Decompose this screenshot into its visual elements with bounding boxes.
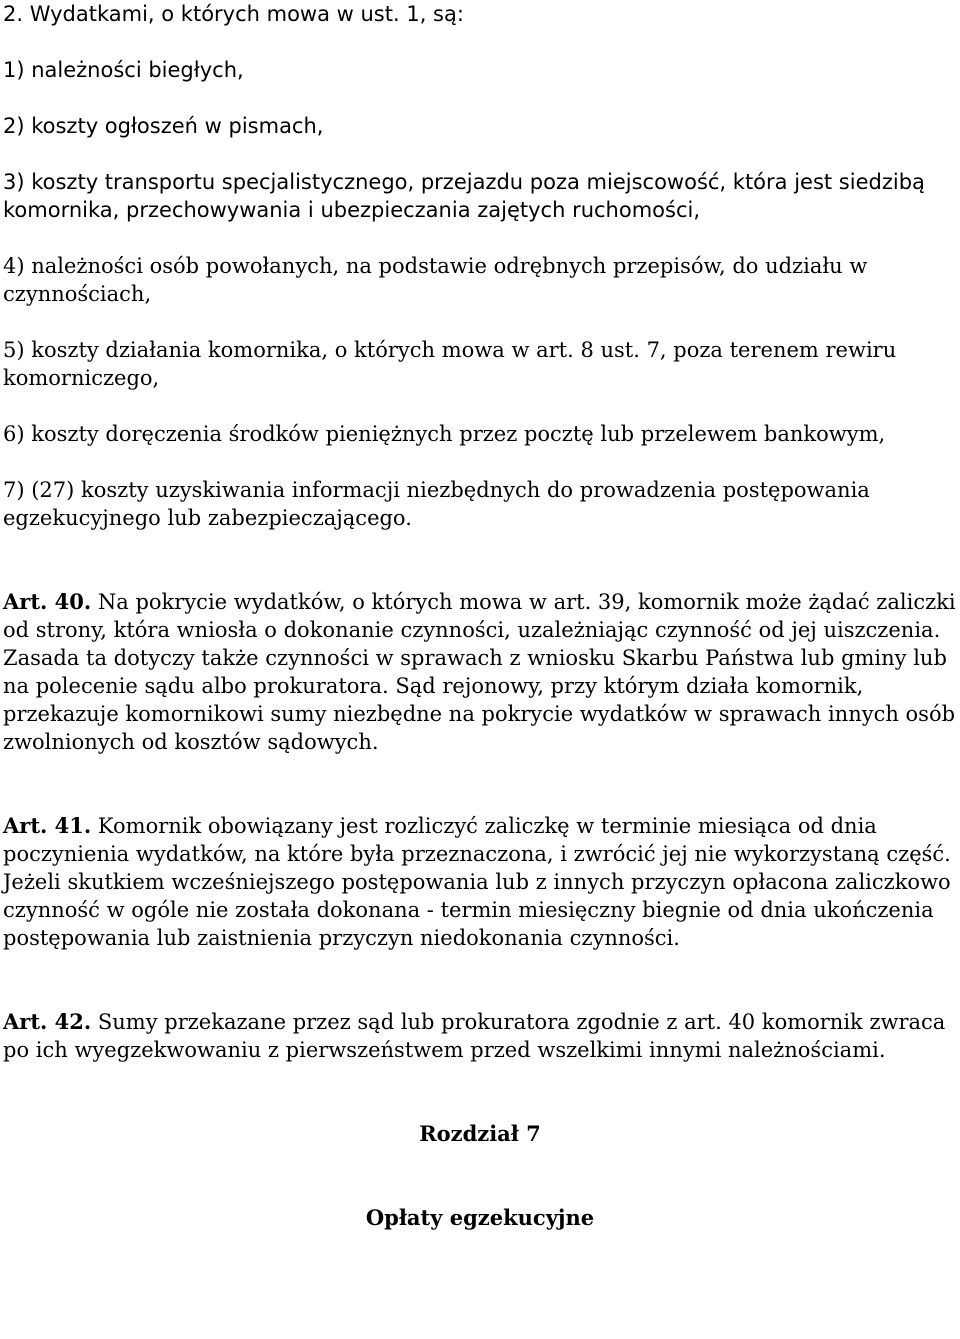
article-number: Art. 41.	[3, 813, 92, 838]
list-item-5: 5) koszty działania komornika, o których mowa w art. 8 ust. 7, poza terenem rewiru komorniczego,	[3, 338, 897, 390]
article-text: Sumy przekazane przez sąd lub prokuratora zgodnie z art. 40 komornik zwraca po ich wyegzekwowaniu z pierwszeństwem przed wszelkimi innymi należnościami.	[3, 1010, 946, 1062]
section-heading: 2. Wydatkami, o których mowa w ust. 1, są:	[3, 2, 464, 26]
list-item-2: 2) koszty ogłoszeń w pismach,	[3, 114, 324, 138]
chapter-title: Opłaty egzekucyjne	[365, 1205, 595, 1230]
article-42	[3, 1008, 957, 1064]
article-text: Komornik obowiązany jest rozliczyć zaliczkę w terminie miesiąca od dnia poczynienia wydatków, na które była przeznaczona, i zwrócić jej nie wykorzystaną część. Jeżeli skutkiem wcześniejszego postępowania lub z innych przyczyn opłacona zaliczkowo czynność w ogóle nie została dokonana - termin miesięczny biegnie od dnia ukończenia postępowania lub zaistnienia przyczyn niedokonania czynności.	[3, 814, 951, 950]
chapter-label: Rozdział 7	[419, 1121, 541, 1146]
article-40	[3, 588, 957, 756]
list-item-6: 6) koszty doręczenia środków pieniężnych przez pocztę lub przelewem bankowym,	[3, 422, 886, 446]
document-page	[3, 0, 957, 1232]
list-item-1: 1) należności biegłych,	[3, 58, 244, 82]
article-number: Art. 40.	[3, 589, 92, 614]
article-number: Art. 42.	[3, 1009, 92, 1034]
list-item-7: 7) (27) koszty uzyskiwania informacji niezbędnych do prowadzenia postępowania egzekucyjnego lub zabezpieczającego.	[3, 478, 870, 530]
list-item-3: 3) koszty transportu specjalistycznego, przejazdu poza miejscowość, która jest siedzibą komornika, przechowywania i ubezpieczania zajętych ruchomości,	[3, 170, 925, 222]
article-41	[3, 812, 957, 952]
article-text: Na pokrycie wydatków, o których mowa w art. 39, komornik może żądać zaliczki od strony, która wniosła o dokonanie czynności, uzależniając czynność od jej uiszczenia. Zasada ta dotyczy także czynności w sprawach z wniosku Skarbu Państwa lub gminy lub na polecenie sądu albo prokuratora. Sąd rejonowy, przy którym działa komornik, przekazuje komornikowi sumy niezbędne na pokrycie wydatków w sprawach innych osób zwolnionych od kosztów sądowych.	[3, 590, 956, 754]
list-item-4: 4) należności osób powołanych, na podstawie odrębnych przepisów, do udziału w czynnościach,	[3, 254, 868, 306]
